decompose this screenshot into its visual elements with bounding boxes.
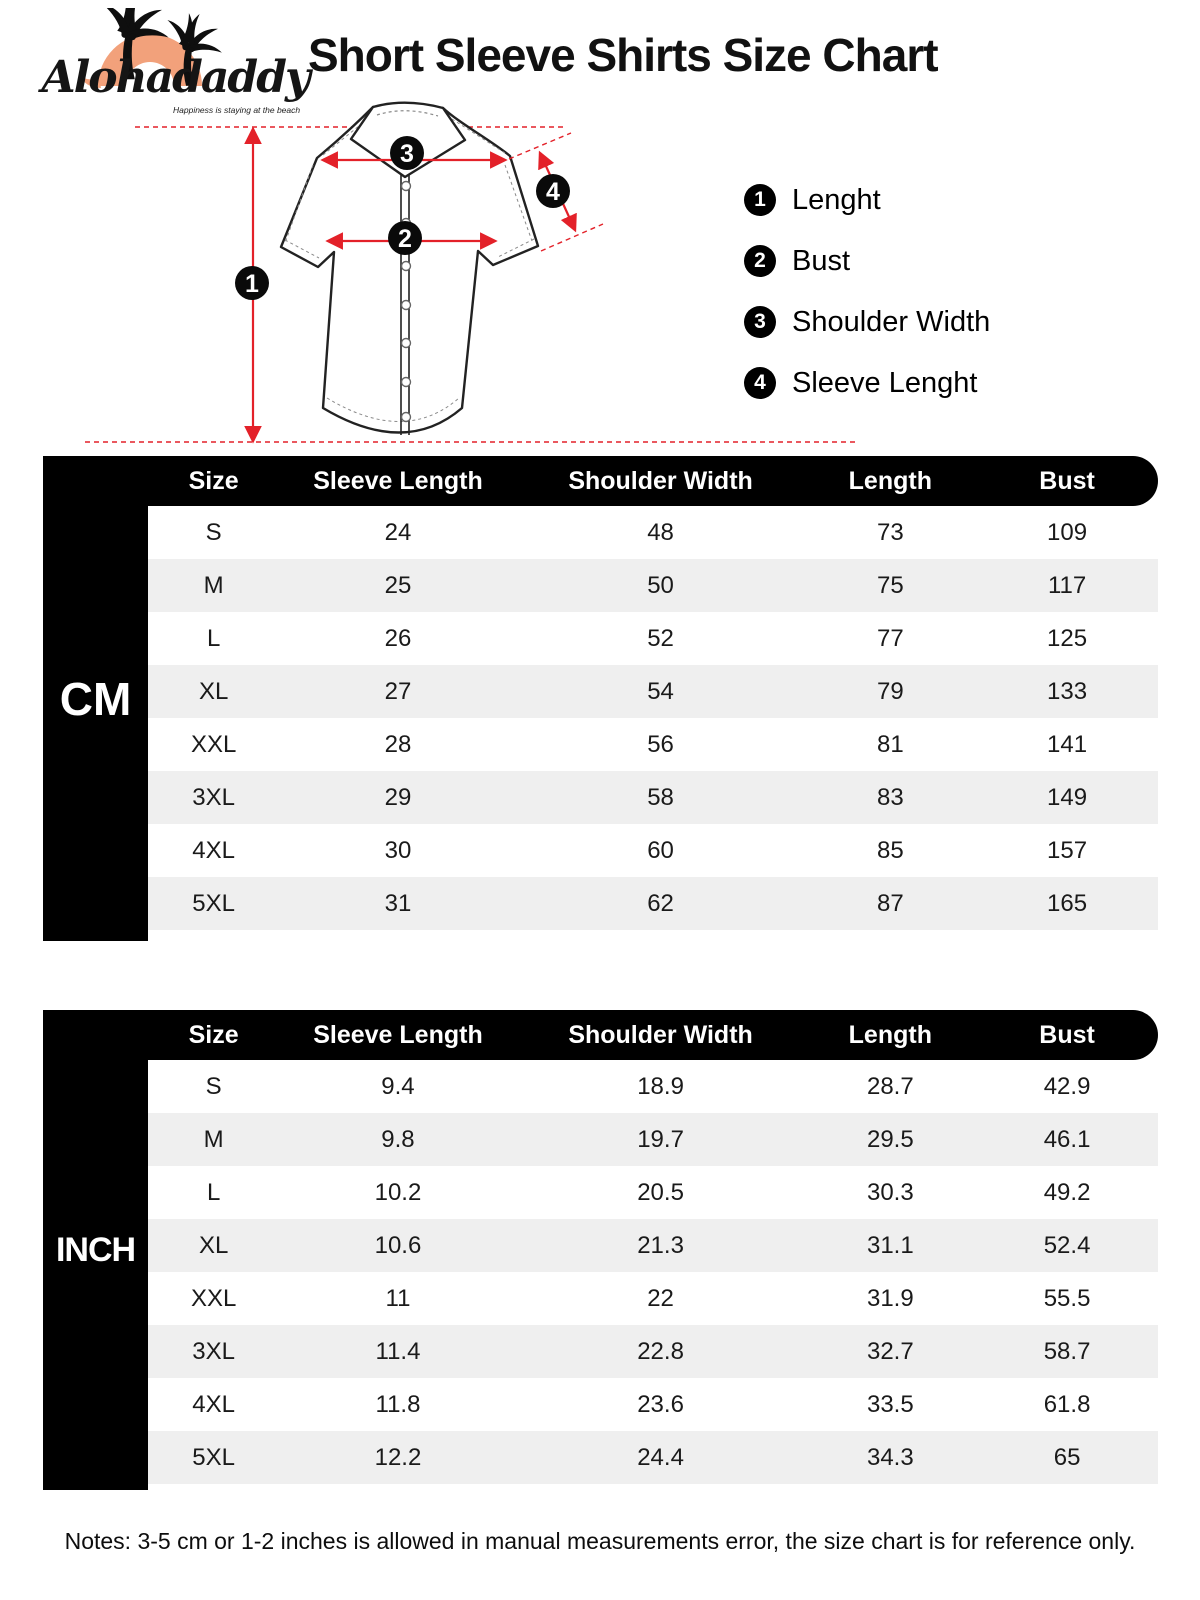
table-cell: M xyxy=(203,1125,224,1153)
table-cell: 31.1 xyxy=(866,1231,914,1259)
table-cell: 32.7 xyxy=(866,1337,914,1365)
table-cell: XXL xyxy=(190,730,237,758)
table-cell: 33.5 xyxy=(866,1390,914,1418)
table-header-row xyxy=(43,456,1158,506)
table-cell: 10.6 xyxy=(374,1231,422,1259)
table-row xyxy=(148,824,1158,877)
table-cell: L xyxy=(206,1178,221,1206)
table-cell: 77 xyxy=(876,624,904,652)
table-cell: 48 xyxy=(647,518,674,546)
table-cell: 22.8 xyxy=(637,1337,684,1365)
table-row xyxy=(148,718,1158,771)
table-cell: 10.2 xyxy=(374,1178,422,1206)
table-row xyxy=(148,506,1158,559)
table-cell: 109 xyxy=(1047,518,1088,546)
table-cell: 54 xyxy=(647,677,674,705)
table-cell: 125 xyxy=(1047,624,1088,652)
table-cell: 52 xyxy=(647,624,674,652)
table-cell: 28 xyxy=(384,730,412,758)
column-header: Size xyxy=(188,466,239,495)
column-header: Size xyxy=(188,1020,239,1049)
table-cell: 55.5 xyxy=(1043,1284,1091,1312)
table-cell: 22 xyxy=(647,1284,674,1312)
measurement-legend xyxy=(744,184,990,428)
column-header: Bust xyxy=(1039,1020,1095,1049)
table-cell: 73 xyxy=(876,518,904,546)
table-cell: 11.4 xyxy=(375,1337,421,1365)
table-cell: 24.4 xyxy=(637,1443,684,1471)
table-cell: 34.3 xyxy=(866,1443,914,1471)
column-header: Shoulder Width xyxy=(568,466,753,495)
table-cell: 52.4 xyxy=(1043,1231,1091,1259)
table-cell: 165 xyxy=(1047,889,1088,917)
table-body xyxy=(148,506,1158,930)
table-cell: 3XL xyxy=(192,1337,235,1365)
table-cell: 4XL xyxy=(192,1390,235,1418)
table-cell: 20.5 xyxy=(637,1178,684,1206)
legend-number-badge: 3 xyxy=(744,306,776,338)
table-cell: 62 xyxy=(647,889,674,917)
measure-badge-4-label: 4 xyxy=(546,178,560,206)
table-cell: L xyxy=(206,624,221,652)
table-cell: 11 xyxy=(385,1284,411,1312)
table-row xyxy=(148,1272,1158,1325)
table-cell: 30 xyxy=(384,836,412,864)
measure-badge-1-label: 1 xyxy=(245,270,259,298)
table-cell: 83 xyxy=(876,783,904,811)
unit-band: INCH xyxy=(43,1010,148,1490)
table-cell: 149 xyxy=(1047,783,1088,811)
table-cell: 25 xyxy=(384,571,412,599)
table-row xyxy=(148,1219,1158,1272)
table-cell: 61.8 xyxy=(1043,1390,1091,1418)
table-cell: S xyxy=(205,518,222,546)
measure-badge-3-label: 3 xyxy=(400,140,414,168)
legend-number-badge: 1 xyxy=(744,184,776,216)
table-row xyxy=(148,877,1158,930)
table-cell: 133 xyxy=(1047,677,1088,705)
table-cell: 60 xyxy=(647,836,674,864)
measure-ref-sleeve-bottom xyxy=(541,224,603,251)
table-cell: 9.4 xyxy=(381,1072,415,1100)
table-cell: 12.2 xyxy=(374,1443,422,1471)
table-cell: 3XL xyxy=(192,783,235,811)
table-cell: 29.5 xyxy=(866,1125,914,1153)
table-cell: 157 xyxy=(1047,836,1088,864)
column-header: Sleeve Length xyxy=(313,466,483,495)
table-cell: 58.7 xyxy=(1043,1337,1091,1365)
legend-label: Sleeve Lenght xyxy=(792,366,978,399)
table-cell: 75 xyxy=(876,571,904,599)
table-cell: 56 xyxy=(647,730,674,758)
legend-number-badge: 4 xyxy=(744,367,776,399)
table-row xyxy=(148,1166,1158,1219)
table-cell: 18.9 xyxy=(637,1072,684,1100)
legend-item-shoulder-width xyxy=(744,306,990,338)
table-row xyxy=(148,665,1158,718)
table-cell: 49.2 xyxy=(1043,1178,1091,1206)
table-cell: 117 xyxy=(1047,571,1087,599)
column-header: Length xyxy=(848,466,932,495)
table-cell: 46.1 xyxy=(1043,1125,1091,1153)
table-cell: XXL xyxy=(190,1284,237,1312)
table-cell: 65 xyxy=(1053,1443,1081,1471)
table-cell: 79 xyxy=(876,677,904,705)
table-row xyxy=(148,1060,1158,1113)
size-table-inch xyxy=(43,1010,1158,1484)
table-header-row xyxy=(43,1010,1158,1060)
brand-tagline: Happiness is staying at the beach xyxy=(173,105,301,115)
table-cell: 141 xyxy=(1047,730,1088,758)
table-cell: 42.9 xyxy=(1043,1072,1091,1100)
table-cell: 85 xyxy=(876,836,904,864)
legend-label: Lenght xyxy=(792,183,881,216)
column-header: Sleeve Length xyxy=(313,1020,483,1049)
table-cell: 50 xyxy=(647,571,674,599)
page-title: Short Sleeve Shirts Size Chart xyxy=(308,29,938,81)
table-row xyxy=(148,612,1158,665)
table-cell: 21.3 xyxy=(637,1231,684,1259)
table-cell: 5XL xyxy=(192,889,235,917)
table-cell: 30.3 xyxy=(866,1178,914,1206)
notes-text: Notes: 3-5 cm or 1-2 inches is allowed in manual measurements error, the size chart is for reference only. xyxy=(64,1528,1136,1554)
legend-item-lenght xyxy=(744,184,990,216)
legend-label: Bust xyxy=(792,244,851,277)
legend-item-bust xyxy=(744,245,990,277)
table-cell: 31.9 xyxy=(866,1284,914,1312)
table-cell: 11.8 xyxy=(375,1390,421,1418)
table-cell: 9.8 xyxy=(381,1125,415,1153)
table-cell: 31 xyxy=(384,889,412,917)
table-row xyxy=(148,771,1158,824)
table-cell: XL xyxy=(198,1231,229,1259)
table-cell: 87 xyxy=(876,889,904,917)
legend-label: Shoulder Width xyxy=(792,305,991,338)
legend-number-badge: 2 xyxy=(744,245,776,277)
table-cell: 81 xyxy=(876,730,904,758)
size-table-cm xyxy=(43,456,1158,930)
table-cell: 29 xyxy=(384,783,412,811)
table-cell: 5XL xyxy=(192,1443,235,1471)
table-row xyxy=(148,1325,1158,1378)
table-cell: M xyxy=(203,571,224,599)
table-cell: S xyxy=(205,1072,222,1100)
table-cell: XL xyxy=(198,677,229,705)
table-cell: 23.6 xyxy=(637,1390,684,1418)
table-cell: 19.7 xyxy=(637,1125,684,1153)
column-header: Shoulder Width xyxy=(568,1020,753,1049)
table-body xyxy=(148,1060,1158,1484)
legend-item-sleeve-lenght xyxy=(744,367,990,399)
table-cell: 27 xyxy=(384,677,412,705)
column-header: Length xyxy=(848,1020,932,1049)
unit-band: CM xyxy=(43,456,148,941)
table-row xyxy=(148,1113,1158,1166)
table-cell: 28.7 xyxy=(866,1072,914,1100)
table-row xyxy=(148,1378,1158,1431)
measure-badge-2-label: 2 xyxy=(398,225,412,253)
table-cell: 4XL xyxy=(192,836,235,864)
table-row xyxy=(148,1431,1158,1484)
table-row xyxy=(148,559,1158,612)
table-cell: 58 xyxy=(647,783,674,811)
table-cell: 24 xyxy=(384,518,412,546)
brand-name: Alohadaddy xyxy=(41,52,309,103)
table-cell: 26 xyxy=(384,624,412,652)
column-header: Bust xyxy=(1039,466,1095,495)
